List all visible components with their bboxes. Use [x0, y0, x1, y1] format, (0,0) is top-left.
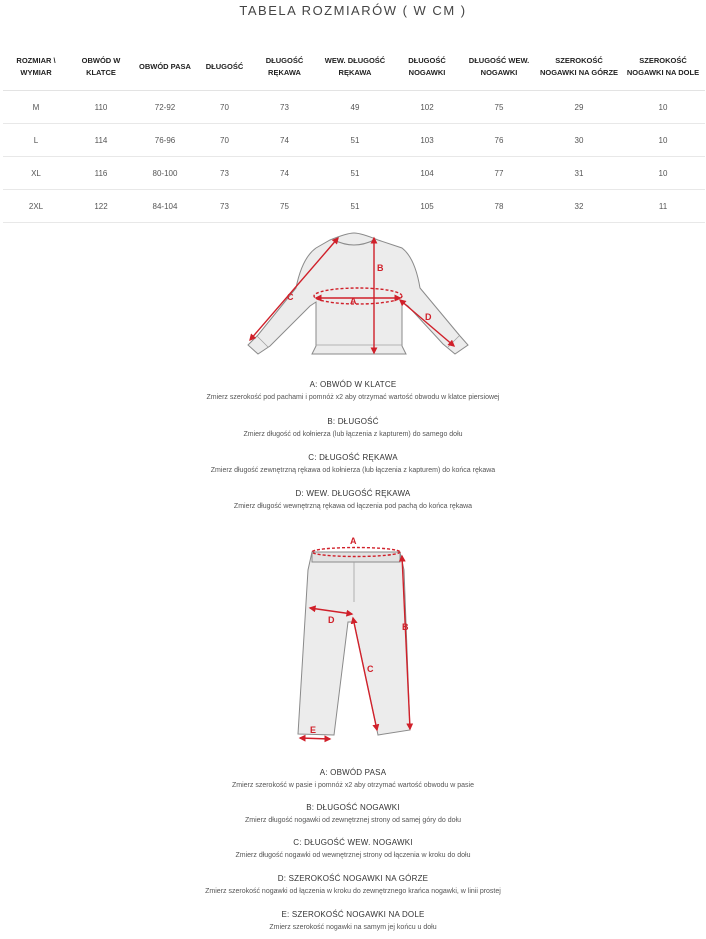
table-cell: 31	[537, 157, 621, 190]
measure-e-line	[300, 738, 330, 739]
desc-heading: D: SZEROKOŚĆ NOGAWKI NA GÓRZE	[277, 874, 429, 883]
table-row	[3, 190, 705, 223]
table-row	[3, 124, 705, 157]
table-cell: 110	[69, 91, 133, 124]
table-cell: 103	[393, 124, 461, 157]
table-cell: 72-92	[133, 91, 197, 124]
table-cell: 116	[69, 157, 133, 190]
table-cell: 10	[621, 91, 705, 124]
table-cell: 29	[537, 91, 621, 124]
pants-diagram	[290, 530, 425, 752]
table-cell: 2XL	[3, 190, 69, 223]
desc-text: Zmierz szerokość pod pachami i pomnóż x2 aby otrzymać wartość obwodu w klatce piersiowej	[206, 394, 500, 401]
sweatshirt-shape	[248, 233, 468, 354]
sweatshirt-desc-a	[0, 380, 706, 401]
table-cell: 73	[252, 91, 317, 124]
column-header: DŁUGOŚĆ WEW. NOGAWKI	[461, 44, 537, 91]
table-cell: 122	[69, 190, 133, 223]
table-cell: 80-100	[133, 157, 197, 190]
table-cell: 49	[317, 91, 393, 124]
label-c: C	[367, 664, 374, 674]
table-cell: L	[3, 124, 69, 157]
sweatshirt-diagram	[230, 228, 480, 363]
table-row	[3, 91, 705, 124]
desc-heading: C: DŁUGOŚĆ WEW. NOGAWKI	[293, 838, 413, 847]
table-cell: 70	[197, 124, 252, 157]
desc-heading: B: DŁUGOŚĆ NOGAWKI	[306, 803, 400, 812]
table-cell: 102	[393, 91, 461, 124]
table-cell: 76-96	[133, 124, 197, 157]
pants-desc-b	[0, 803, 706, 824]
table-cell: 75	[252, 190, 317, 223]
pants-desc-d	[0, 874, 706, 895]
table-cell: 114	[69, 124, 133, 157]
desc-heading: A: OBWÓD W KLATCE	[309, 380, 397, 389]
sweatshirt-desc-d	[0, 489, 706, 510]
label-b: B	[402, 622, 409, 632]
table-cell: 105	[393, 190, 461, 223]
desc-heading: D: WEW. DŁUGOŚĆ RĘKAWA	[295, 489, 411, 498]
column-header: OBWÓD PASA	[133, 44, 197, 91]
label-a: A	[350, 536, 357, 546]
label-b: B	[377, 263, 384, 273]
table-row	[3, 157, 705, 190]
desc-text: Zmierz długość nogawki od wewnętrznej strony od łączenia w kroku do dołu	[235, 852, 471, 859]
table-cell: 84-104	[133, 190, 197, 223]
column-header: DŁUGOŚĆ RĘKAWA	[252, 44, 317, 91]
pants-desc-a	[0, 768, 706, 789]
column-header: ROZMIAR \ WYMIAR	[3, 44, 69, 91]
label-e: E	[310, 725, 317, 735]
desc-text: Zmierz szerokość w pasie i pomnóż x2 aby otrzymać wartość obwodu w pasie	[232, 782, 474, 789]
table-cell: 73	[197, 190, 252, 223]
table-cell: 75	[461, 91, 537, 124]
column-header: OBWÓD W KLATCE	[69, 44, 133, 91]
table-cell: 32	[537, 190, 621, 223]
table-cell: 10	[621, 124, 705, 157]
table-cell: 51	[317, 190, 393, 223]
desc-heading: A: OBWÓD PASA	[319, 768, 387, 777]
pants-desc-e	[0, 910, 706, 931]
column-header: WEW. DŁUGOŚĆ RĘKAWA	[317, 44, 393, 91]
table-cell: 74	[252, 157, 317, 190]
desc-text: Zmierz szerokość nogawki od łączenia w kroku do zewnętrznego krańca nogawki, w linii prostej	[205, 888, 501, 895]
table-cell: 11	[621, 190, 705, 223]
column-header: SZEROKOŚĆ NOGAWKI NA DOLE	[621, 44, 705, 91]
table-cell: M	[3, 91, 69, 124]
sweatshirt-desc-c	[0, 453, 706, 474]
table-cell: 10	[621, 157, 705, 190]
table-cell: 73	[197, 157, 252, 190]
table-cell: 74	[252, 124, 317, 157]
desc-text: Zmierz długość wewnętrzną rękawa od łączenia pod pachą do końca rękawa	[233, 503, 473, 510]
table-cell: 51	[317, 157, 393, 190]
sweatshirt-desc-b	[0, 417, 706, 438]
column-header: SZEROKOŚĆ NOGAWKI NA GÓRZE	[537, 44, 621, 91]
pants-shape	[298, 552, 410, 735]
desc-text: Zmierz długość od kołnierza (lub łączenia z kapturem) do samego dołu	[243, 431, 463, 438]
desc-text: Zmierz długość nogawki od zewnętrznej strony od samej góry do dołu	[245, 817, 461, 824]
table-cell: 51	[317, 124, 393, 157]
desc-heading: B: DŁUGOŚĆ	[327, 417, 379, 426]
page-title: TABELA ROZMIARÓW ( W CM )	[239, 3, 467, 18]
pants-desc-c	[0, 838, 706, 859]
table-cell: 70	[197, 91, 252, 124]
label-a: A	[350, 296, 357, 306]
desc-heading: E: SZEROKOŚĆ NOGAWKI NA DOLE	[281, 910, 425, 919]
table-cell: 76	[461, 124, 537, 157]
desc-heading: C: DŁUGOŚĆ RĘKAWA	[308, 453, 398, 462]
label-d: D	[328, 615, 335, 625]
label-d: D	[425, 312, 432, 322]
desc-text: Zmierz długość zewnętrzną rękawa od kołnierza (lub łączenia z kapturem) do końca rękawa	[210, 467, 496, 474]
table-cell: XL	[3, 157, 69, 190]
label-c: C	[287, 292, 294, 302]
size-table	[3, 44, 705, 223]
table-cell: 77	[461, 157, 537, 190]
desc-text: Zmierz szerokość nogawki na samym jej końcu u dołu	[269, 924, 437, 931]
column-header: DŁUGOŚĆ	[197, 44, 252, 91]
column-header: DŁUGOŚĆ NOGAWKI	[393, 44, 461, 91]
table-cell: 78	[461, 190, 537, 223]
table-cell: 104	[393, 157, 461, 190]
table-header-row	[3, 44, 705, 91]
table-cell: 30	[537, 124, 621, 157]
